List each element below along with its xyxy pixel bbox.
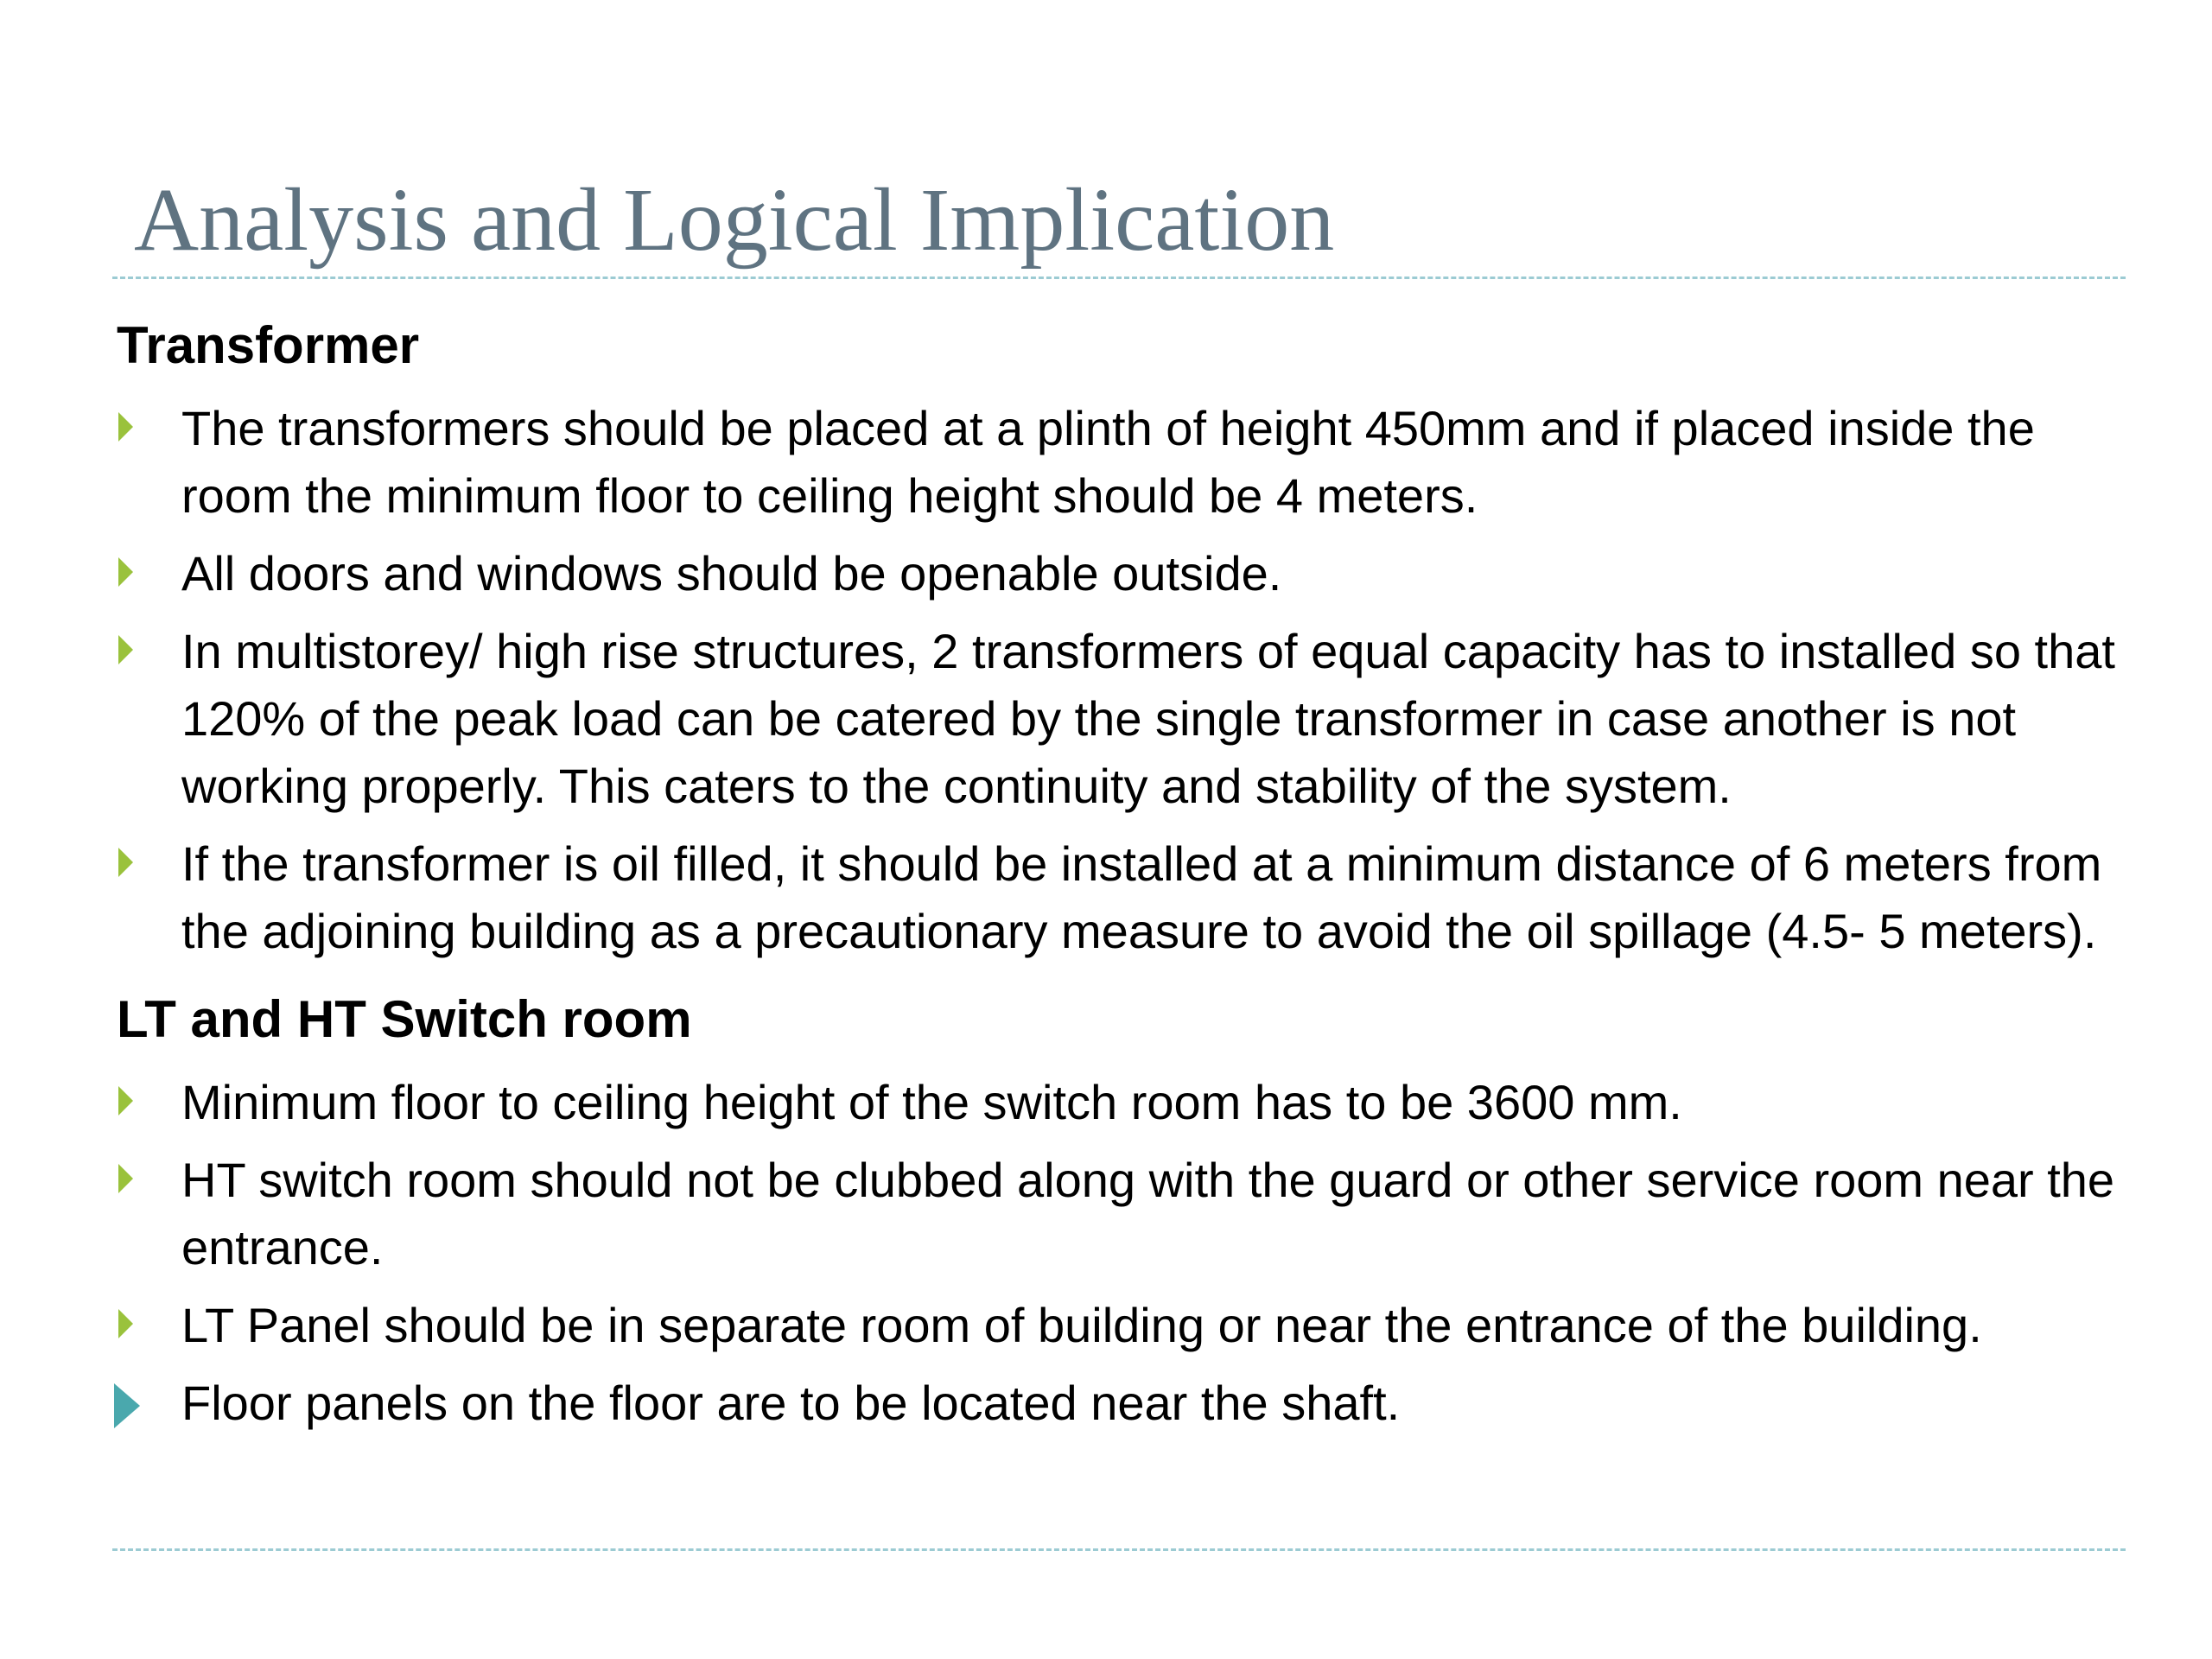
triangle-bullet-icon <box>118 1309 133 1338</box>
slide-body <box>117 307 2130 1447</box>
bullet-item <box>117 1147 2130 1281</box>
bullet-text: The transformers should be placed at a plinth of height 450mm and if placed inside the room the minimum floor to ceiling height should be 4 meters. <box>181 401 2035 523</box>
transformer-bullet-list <box>117 395 2130 965</box>
section-heading-switch-room: LT and HT Switch room <box>117 990 692 1048</box>
bullet-text: In multistorey/ high rise structures, 2 transformers of equal capacity has to installed so that 120% of the peak load can be catered by the single transformer in case another is not working properly. This caters to the continuity and stability of the system. <box>181 624 2115 813</box>
slide-title: Analysis and Logical Implication <box>134 170 1335 270</box>
triangle-bullet-icon <box>118 557 133 587</box>
bullet-item <box>117 1069 2130 1136</box>
bullet-item <box>117 540 2130 607</box>
triangle-bullet-icon <box>118 635 133 664</box>
bullet-item <box>117 395 2130 530</box>
triangle-bullet-icon <box>118 1164 133 1193</box>
bullet-text: HT switch room should not be clubbed along with the guard or other service room near the entrance. <box>181 1153 2115 1274</box>
bullet-item <box>117 1292 2130 1359</box>
bullet-text: All doors and windows should be openable outside. <box>181 546 1282 601</box>
section-heading-transformer: Transformer <box>117 316 420 374</box>
triangle-bullet-icon <box>118 848 133 877</box>
triangle-bullet-icon <box>118 412 133 442</box>
bullet-text: Floor panels on the floor are to be located near the shaft. <box>181 1376 1401 1430</box>
switch-room-bullet-list <box>117 1069 2130 1437</box>
triangle-bullet-icon <box>118 1086 133 1116</box>
footer-divider <box>112 1548 2126 1551</box>
bullet-text: Minimum floor to ceiling height of the switch room has to be 3600 mm. <box>181 1075 1682 1129</box>
bullet-text: If the transformer is oil filled, it should be installed at a minimum distance of 6 meters from the adjoining building as a precautionary measure to avoid the oil spillage (4.5- 5 meters). <box>181 836 2102 958</box>
bullet-item <box>117 1370 2130 1437</box>
title-divider <box>112 276 2126 279</box>
bullet-item <box>117 830 2130 965</box>
bullet-item <box>117 618 2130 820</box>
triangle-bullet-icon <box>114 1383 140 1428</box>
bullet-text: LT Panel should be in separate room of building or near the entrance of the building. <box>181 1298 1982 1352</box>
